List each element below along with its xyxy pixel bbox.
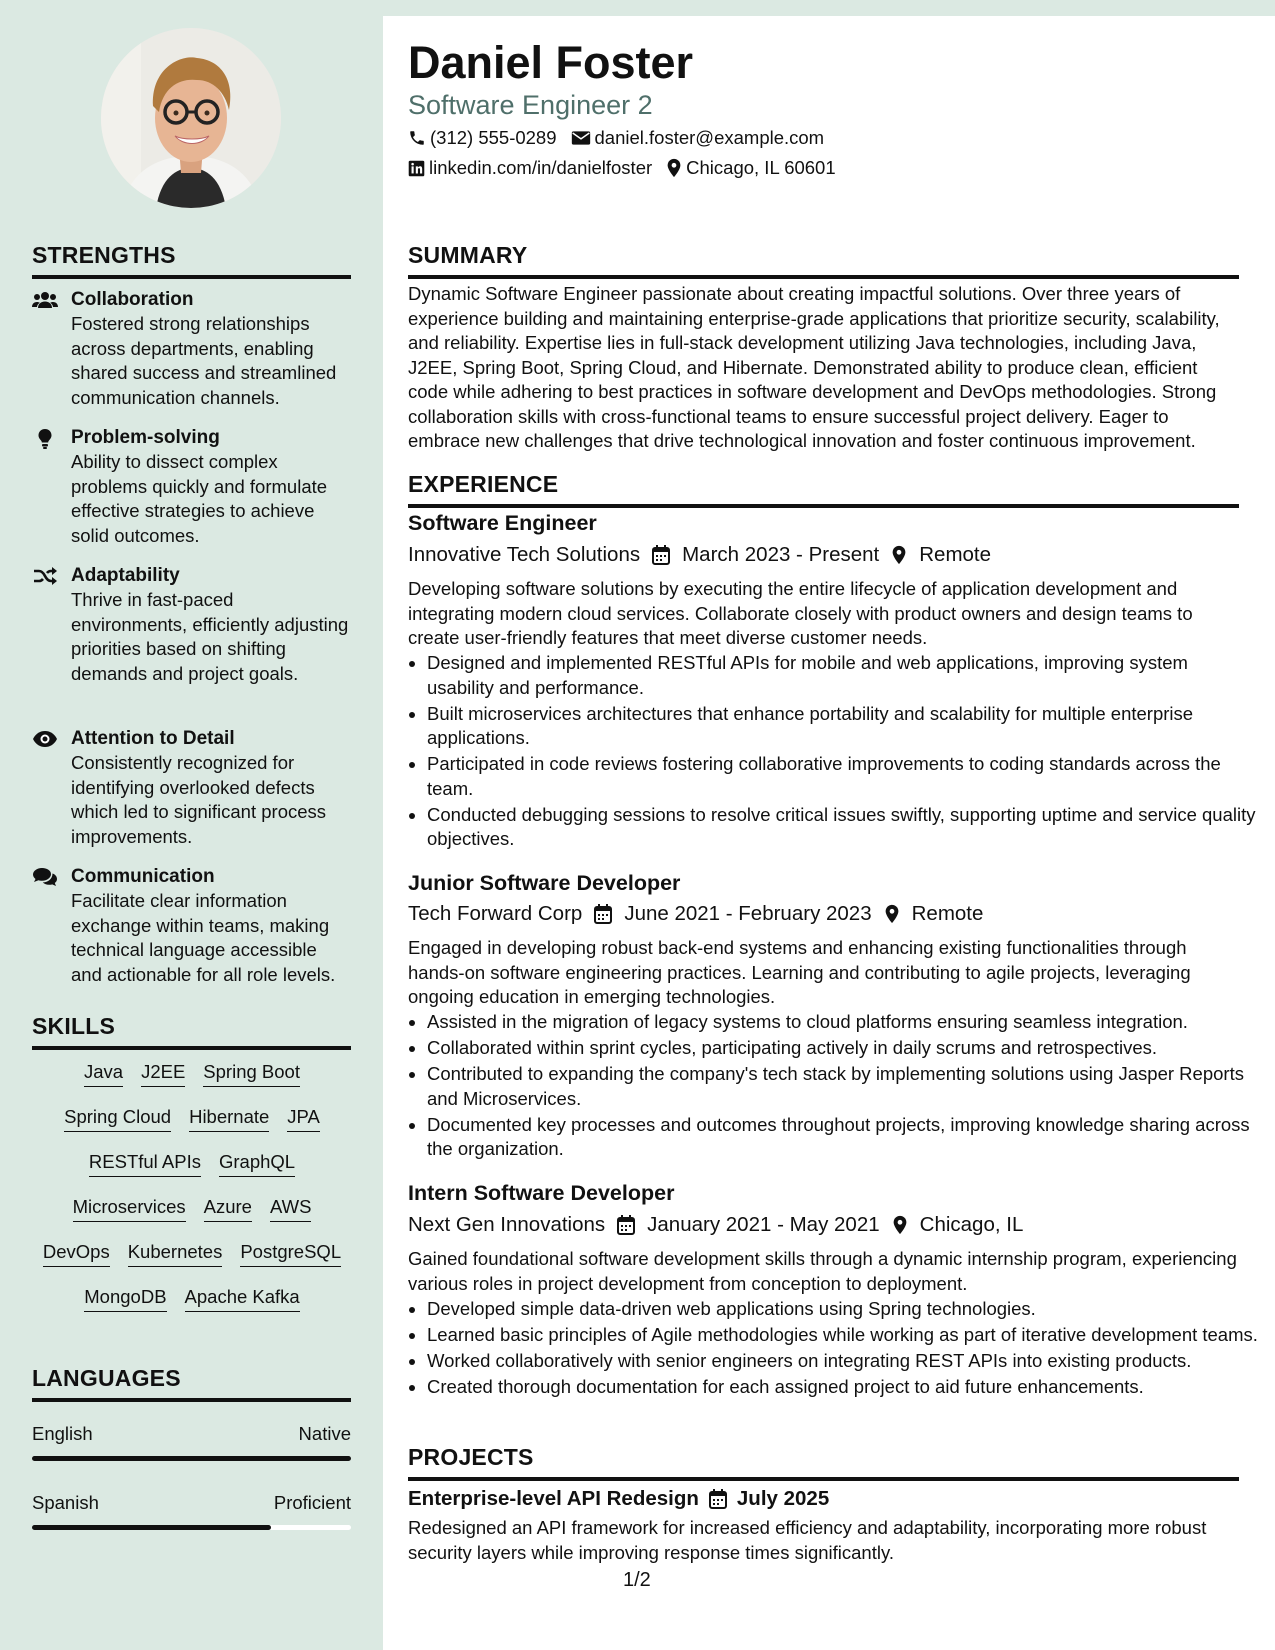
summary-heading: SUMMARY — [408, 242, 1239, 279]
calendar-icon — [652, 545, 670, 565]
job-dates: March 2023 - Present — [682, 543, 880, 566]
skill-tag: DevOps — [43, 1240, 110, 1267]
job-dates: June 2021 - February 2023 — [624, 902, 872, 925]
linkedin-url[interactable]: linkedin.com/in/danielfoster — [429, 157, 653, 178]
job-description: Developing software solutions by executing the entire lifecycle of application development and integrating modern cloud services. Collaborate closely with product owners and design teams to create user-friendly features that meet diverse customer needs. — [408, 578, 1193, 648]
list-item: • Collaborated within sprint cycles, participating actively in daily scrums and retrospectives. — [427, 1036, 1259, 1061]
eye-icon — [32, 729, 58, 749]
skill-tag: Microservices — [73, 1195, 186, 1222]
strength-desc: Ability to dissect complex problems quickly and formulate effective strategies to achieve solid outcomes. — [71, 451, 328, 546]
language-item — [32, 1492, 351, 1530]
contact-row-2 — [408, 157, 836, 179]
strength-name: Adaptability — [71, 565, 180, 586]
proficiency-bar — [32, 1456, 351, 1461]
job-dates: January 2021 - May 2021 — [647, 1213, 880, 1236]
skill-tag: JPA — [287, 1105, 320, 1132]
skills-row — [32, 1105, 352, 1150]
skill-tag: Azure — [204, 1195, 252, 1222]
candidate-name: Daniel Foster — [408, 37, 694, 88]
skill-tag: Kubernetes — [128, 1240, 223, 1267]
summary-text: Dynamic Software Engineer passionate about creating impactful solutions. Over three years of experience building and maintaining enterprise-grade applications that prioritize security, scalability, and reliability. Expertise lies in full-stack development utilizing Java technologies, including Java, J2EE, Spring Boot, Spring Cloud, and Hibernate. Demonstrated ability to produce clean, efficient code while adhering to best practices in software development and DevOps methodologies. Strong collaboration skills with cross-functional teams to ensure successful project delivery. Eager to embrace new challenges that drive technological innovation and foster continuous improvement. — [408, 283, 1220, 451]
phone-number: (312) 555-0289 — [430, 127, 557, 148]
skill-tag: Hibernate — [189, 1105, 269, 1132]
skill-tag: Apache Kafka — [185, 1285, 300, 1312]
job-meta — [408, 902, 983, 926]
skill-tag: MongoDB — [84, 1285, 166, 1312]
strength-item — [32, 426, 352, 548]
skill-tag: J2EE — [141, 1060, 185, 1087]
email-item[interactable] — [571, 127, 825, 149]
projects-heading: PROJECTS — [408, 1444, 1239, 1481]
job-role: Software Engineer 2 — [408, 90, 653, 120]
job-location: Chicago, IL — [919, 1213, 1024, 1236]
job-bullets — [408, 1297, 1259, 1401]
strength-name: Communication — [71, 866, 215, 887]
job-bullets — [408, 1010, 1259, 1163]
strength-desc: Consistently recognized for identifying overlooked defects which led to significant process improvements. — [71, 752, 327, 847]
map-pin-icon — [892, 1215, 908, 1235]
phone-icon — [408, 129, 426, 147]
job-location: Remote — [919, 543, 992, 566]
location-text: Chicago, IL 60601 — [686, 157, 836, 178]
strength-item — [32, 865, 352, 987]
envelope-icon — [571, 130, 591, 146]
skill-tag: Spring Boot — [203, 1060, 300, 1087]
job-title: Intern Software Developer — [408, 1181, 675, 1205]
skills-heading: SKILLS — [32, 1013, 351, 1050]
lightbulb-icon — [32, 428, 58, 448]
job-location: Remote — [911, 902, 984, 925]
list-item: • Designed and implemented RESTful APIs for mobile and web applications, improving system usability and performance. — [427, 651, 1259, 700]
company-name: Tech Forward Corp — [408, 902, 583, 925]
strength-name: Collaboration — [71, 289, 194, 310]
email-address[interactable]: daniel.foster@example.com — [594, 127, 825, 148]
job-title: Junior Software Developer — [408, 871, 681, 895]
skills-row — [32, 1060, 352, 1105]
language-name: Spanish — [32, 1492, 99, 1513]
job-bullets — [408, 651, 1259, 853]
skill-tag: PostgreSQL — [240, 1240, 341, 1267]
experience-heading: EXPERIENCE — [408, 471, 1239, 508]
skills-row — [32, 1240, 352, 1285]
list-item: • Contributed to expanding the company's tech stack by implementing solutions using Jasper Reports and Microservices. — [427, 1062, 1259, 1111]
skills-list — [32, 1060, 352, 1330]
strength-item — [32, 727, 352, 849]
calendar-icon — [617, 1215, 635, 1235]
map-pin-icon — [891, 545, 907, 565]
list-item: • Conducted debugging sessions to resolve critical issues swiftly, supporting uptime and service quality objectives. — [427, 803, 1259, 852]
strengths-heading: STRENGTHS — [32, 242, 351, 279]
skill-tag: RESTful APIs — [89, 1150, 201, 1177]
strength-item — [32, 564, 352, 686]
list-item: • Built microservices architectures that enhance portability and scalability for multiple enterprise applications. — [427, 702, 1259, 751]
languages-heading: LANGUAGES — [32, 1365, 351, 1402]
proficiency-bar — [32, 1525, 351, 1530]
project-date: July 2025 — [736, 1487, 830, 1510]
linkedin-icon — [408, 160, 425, 177]
job-description: Engaged in developing robust back-end systems and enhancing existing functionalities through hands-on software engineering practices. Learning and contributing to agile projects, leveraging ongoing education in emerging technologies. — [408, 937, 1191, 1007]
strength-name: Attention to Detail — [71, 728, 235, 749]
calendar-icon — [594, 904, 612, 924]
skill-tag: Spring Cloud — [64, 1105, 171, 1132]
strength-item — [32, 288, 352, 410]
list-item: • Documented key processes and outcomes throughout projects, improving knowledge sharing across the organization. — [427, 1113, 1259, 1162]
location-item — [666, 157, 835, 179]
avatar — [101, 28, 281, 208]
job-description: Gained foundational software development skills through a dynamic internship program, experiencing various roles in project development from conception to deployment. — [408, 1248, 1237, 1294]
project-name: Enterprise-level API Redesign — [408, 1487, 699, 1510]
project-header — [408, 1487, 829, 1511]
list-item: • Learned basic principles of Agile methodologies while working as part of iterative development teams. — [427, 1323, 1259, 1348]
language-level: Proficient — [273, 1492, 351, 1513]
skills-row — [32, 1150, 352, 1195]
strength-desc: Thrive in fast-paced environments, efficiently adjusting priorities based on shifting demands and project goals. — [71, 589, 349, 684]
company-name: Innovative Tech Solutions — [408, 543, 641, 566]
job-meta — [408, 543, 991, 567]
proficiency-fill — [32, 1525, 271, 1530]
strength-desc: Facilitate clear information exchange within teams, making technical language accessible and actionable for all role levels. — [71, 890, 336, 985]
shuffle-icon — [32, 566, 58, 586]
list-item: • Participated in code reviews fostering collaborative improvements to coding standards across the team. — [427, 752, 1259, 801]
skills-row — [32, 1195, 352, 1240]
job-title: Software Engineer — [408, 511, 597, 535]
list-item: • Created thorough documentation for each assigned project to aid future enhancements. — [427, 1375, 1259, 1400]
job-meta — [408, 1213, 1023, 1237]
list-item: • Developed simple data-driven web applications using Spring technologies. — [427, 1297, 1259, 1322]
strength-name: Problem-solving — [71, 427, 220, 448]
language-name: English — [32, 1423, 93, 1444]
map-pin-icon — [666, 158, 682, 178]
skill-tag: Java — [84, 1060, 123, 1087]
language-level: Native — [298, 1423, 351, 1444]
skill-tag: GraphQL — [219, 1150, 295, 1177]
skill-tag: AWS — [270, 1195, 311, 1222]
list-item: • Worked collaboratively with senior engineers on integrating REST APIs into existing products. — [427, 1349, 1259, 1374]
list-item: • Assisted in the migration of legacy systems to cloud platforms ensuring seamless integration. — [427, 1010, 1259, 1035]
language-item — [32, 1423, 351, 1461]
phone-item — [408, 127, 557, 149]
contact-row-1 — [408, 127, 824, 149]
linkedin-item[interactable] — [408, 157, 652, 179]
project-description: Redesigned an API framework for increased efficiency and adaptability, incorporating more robust security layers while improving response times significantly. — [408, 1517, 1207, 1563]
map-pin-icon — [884, 904, 900, 924]
users-icon — [32, 290, 58, 310]
chat-icon — [32, 867, 58, 887]
proficiency-fill — [32, 1456, 351, 1461]
strength-desc: Fostered strong relationships across departments, enabling shared success and streamlined communication channels. — [71, 313, 337, 408]
company-name: Next Gen Innovations — [408, 1213, 606, 1236]
skills-row — [32, 1285, 352, 1330]
page-number: 1/2 — [623, 1569, 651, 1591]
calendar-icon — [709, 1489, 727, 1509]
